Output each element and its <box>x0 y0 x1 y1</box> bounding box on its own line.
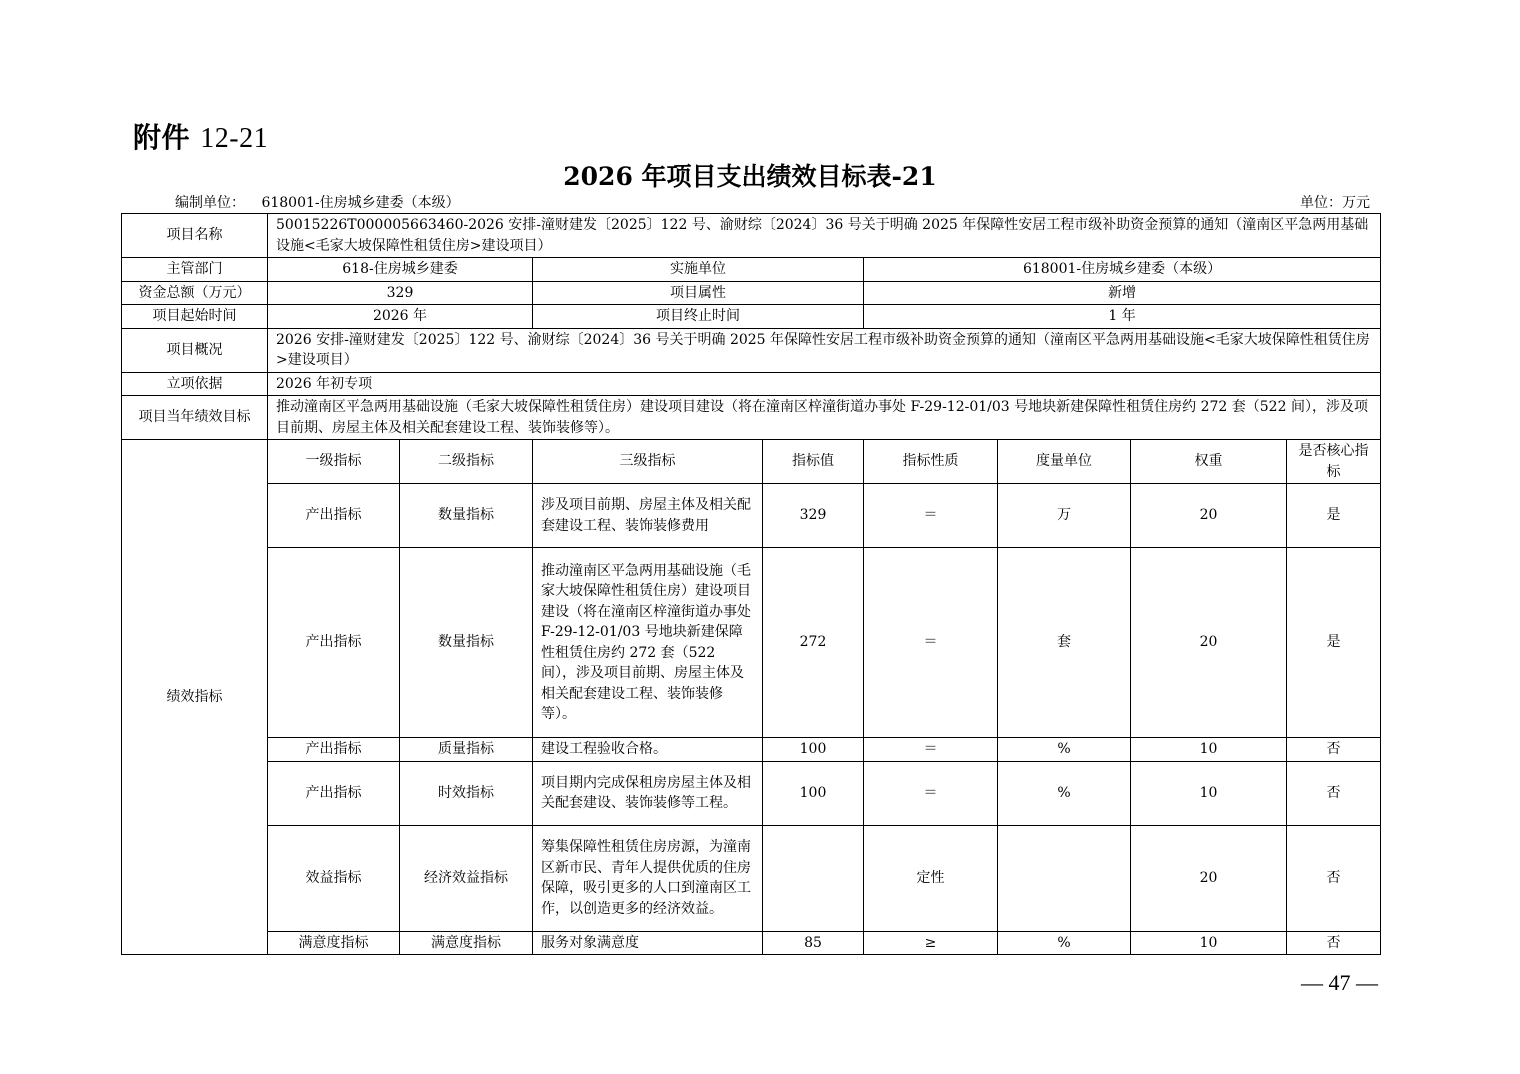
cell-l1: 产出指标 <box>268 548 400 738</box>
overview-value: 2026 安排-潼财建发〔2025〕122 号、渝财综〔2024〕36 号关于明确 2025 年保障性安居工程市级补助资金预算的通知（潼南区平急两用基础设施<毛家大坡保障性租赁住房>建设项目） <box>268 328 1381 372</box>
indicator-header-row <box>122 440 1381 484</box>
header-l1: 一级指标 <box>268 440 400 484</box>
overview-label: 项目概况 <box>122 328 268 372</box>
cell-value: 100 <box>763 761 864 825</box>
indicators-section-label: 绩效指标 <box>122 440 268 955</box>
header-l2: 二级指标 <box>400 440 533 484</box>
cell-l1: 产出指标 <box>268 738 400 762</box>
end-value: 1 年 <box>864 305 1381 329</box>
table-row <box>122 548 1381 738</box>
cell-l3: 筹集保障性租赁住房房源，为潼南区新市民、青年人提供优质的住房保障，吸引更多的人口到潼南区工作，以创造更多的经济效益。 <box>533 825 763 931</box>
impl-value: 618001-住房城乡建委（本级） <box>864 258 1381 282</box>
start-label: 项目起始时间 <box>122 305 268 329</box>
performance-table <box>121 213 1381 955</box>
cell-nature: ＝ <box>864 548 998 738</box>
attachment-label <box>133 116 268 156</box>
end-label: 项目终止时间 <box>533 305 864 329</box>
page-number: — 47 — <box>1301 970 1378 995</box>
cell-value: 329 <box>763 484 864 548</box>
table-row <box>122 761 1381 825</box>
table-row <box>122 738 1381 762</box>
cell-l2: 数量指标 <box>400 548 533 738</box>
cell-core: 否 <box>1287 931 1381 955</box>
cell-unit: % <box>998 761 1131 825</box>
compiler-info <box>175 192 460 212</box>
cell-l3: 建设工程验收合格。 <box>533 738 763 762</box>
row-goal <box>122 396 1381 440</box>
row-overview <box>122 328 1381 372</box>
table-row <box>122 484 1381 548</box>
cell-core: 是 <box>1287 484 1381 548</box>
cell-value: 272 <box>763 548 864 738</box>
project-name-value: 50015226T000005663460-2026 安排-潼财建发〔2025〕122 号、渝财综〔2024〕36 号关于明确 2025 年保障性安居工程市级补助资金预算的通知（潼南区平急两用基础设施<毛家大坡保障性租赁住房>建设项目） <box>268 214 1381 258</box>
cell-weight: 10 <box>1131 738 1287 762</box>
cell-value: 100 <box>763 738 864 762</box>
cell-unit: 套 <box>998 548 1131 738</box>
basis-label: 立项依据 <box>122 372 268 396</box>
header-nature: 指标性质 <box>864 440 998 484</box>
cell-l3: 服务对象满意度 <box>533 931 763 955</box>
header-weight: 权重 <box>1131 440 1287 484</box>
cell-value: 85 <box>763 931 864 955</box>
attr-label: 项目属性 <box>533 281 864 305</box>
dept-label: 主管部门 <box>122 258 268 282</box>
cell-l3: 项目期内完成保租房房屋主体及相关配套建设、装饰装修等工程。 <box>533 761 763 825</box>
row-time <box>122 305 1381 329</box>
cell-l2: 时效指标 <box>400 761 533 825</box>
cell-weight: 10 <box>1131 931 1287 955</box>
cell-unit: % <box>998 931 1131 955</box>
cell-weight: 20 <box>1131 548 1287 738</box>
cell-nature: ＝ <box>864 484 998 548</box>
basis-value: 2026 年初专项 <box>268 372 1381 396</box>
compiler-label: 编制单位： <box>175 195 245 211</box>
table-row <box>122 825 1381 931</box>
header-core: 是否核心指标 <box>1287 440 1381 484</box>
cell-l3: 涉及项目前期、房屋主体及相关配套建设工程、装饰装修费用 <box>533 484 763 548</box>
cell-unit: % <box>998 738 1131 762</box>
cell-l2: 经济效益指标 <box>400 825 533 931</box>
start-value: 2026 年 <box>268 305 533 329</box>
row-project-name <box>122 214 1381 258</box>
cell-l1: 满意度指标 <box>268 931 400 955</box>
goal-value: 推动潼南区平急两用基础设施（毛家大坡保障性租赁住房）建设项目建设（将在潼南区梓潼街道办事处 F-29-12-01/03 号地块新建保障性租赁住房约 272 套（522 间），涉及项目前期、房屋主体及相关配套建设工程、装饰装修等）。 <box>268 396 1381 440</box>
cell-unit: 万 <box>998 484 1131 548</box>
impl-label: 实施单位 <box>533 258 864 282</box>
cell-unit <box>998 825 1131 931</box>
cell-weight: 20 <box>1131 484 1287 548</box>
cell-core: 是 <box>1287 548 1381 738</box>
cell-core: 否 <box>1287 738 1381 762</box>
header-unit: 度量单位 <box>998 440 1131 484</box>
cell-weight: 20 <box>1131 825 1287 931</box>
cell-l2: 质量指标 <box>400 738 533 762</box>
row-fund <box>122 281 1381 305</box>
attachment-prefix: 附件 <box>133 121 191 154</box>
cell-l2: 满意度指标 <box>400 931 533 955</box>
cell-weight: 10 <box>1131 761 1287 825</box>
header-l3: 三级指标 <box>533 440 763 484</box>
cell-l1: 产出指标 <box>268 761 400 825</box>
attr-value: 新增 <box>864 281 1381 305</box>
row-basis <box>122 372 1381 396</box>
cell-nature: ≥ <box>864 931 998 955</box>
cell-l1: 产出指标 <box>268 484 400 548</box>
attachment-number: 12-21 <box>200 123 269 154</box>
cell-nature: ＝ <box>864 738 998 762</box>
goal-label: 项目当年绩效目标 <box>122 396 268 440</box>
table-row <box>122 931 1381 955</box>
cell-l1: 效益指标 <box>268 825 400 931</box>
cell-core: 否 <box>1287 825 1381 931</box>
unit-text: 单位：万元 <box>1300 195 1370 211</box>
cell-value <box>763 825 864 931</box>
cell-l3: 推动潼南区平急两用基础设施（毛家大坡保障性租赁住房）建设项目建设（将在潼南区梓潼街道办事处 F-29-12-01/03 号地块新建保障性租赁住房约 272 套（522 间），涉及项目前期、房屋主体及相关配套建设工程、装饰装修等）。 <box>533 548 763 738</box>
cell-core: 否 <box>1287 761 1381 825</box>
header-value: 指标值 <box>763 440 864 484</box>
page-title: 2026 年项目支出绩效目标表-21 <box>563 162 937 191</box>
compiler-value: 618001-住房城乡建委（本级） <box>261 195 460 211</box>
project-name-label: 项目名称 <box>122 214 268 258</box>
cell-nature: ＝ <box>864 761 998 825</box>
fund-label: 资金总额（万元） <box>122 281 268 305</box>
cell-nature: 定性 <box>864 825 998 931</box>
fund-value: 329 <box>268 281 533 305</box>
row-department <box>122 258 1381 282</box>
dept-value: 618-住房城乡建委 <box>268 258 533 282</box>
cell-l2: 数量指标 <box>400 484 533 548</box>
